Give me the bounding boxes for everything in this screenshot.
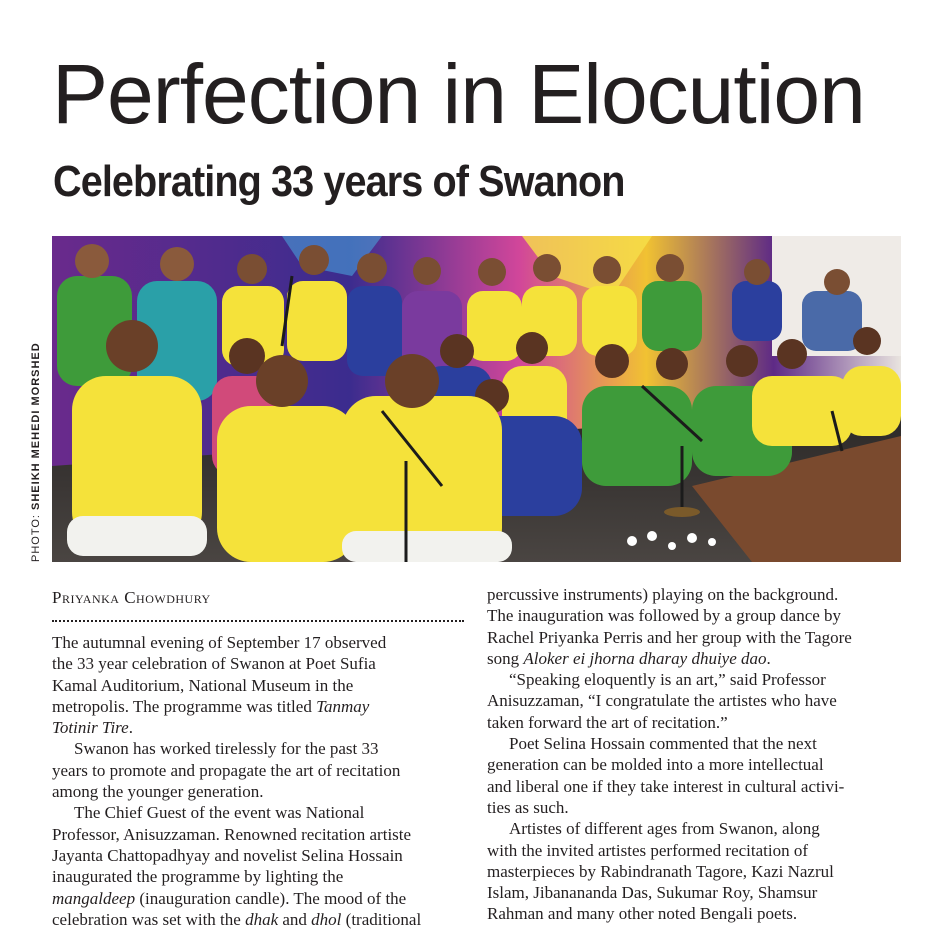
headline: Perfection in Elocution [52, 47, 865, 141]
paragraph-5: “Speaking eloquently is an art,” said Professor Anisuzzaman, “I congratulate the artistes who have taken forward the art of recitation.” [487, 670, 837, 732]
paragraph-7: Artistes of different ages from Swanon, along with the invited artistes performed recitation of masterpieces by Rabindranath Tagore, Kazi Nazrul Islam, Jibanananda Das, Sukumar Roy, Shamsur Rahman and many other noted Bengali poets. [487, 819, 834, 924]
event-photo [52, 236, 901, 562]
article-column-1 [52, 632, 466, 930]
photo-credit: PHOTO: SHEIKH MEHEDI MORSHED [30, 342, 42, 562]
dotted-divider [52, 620, 464, 622]
paragraph-1: The autumnal evening of September 17 observed the 33 year celebration of Swanon at Poet Sufia Kamal Auditorium, National Museum in the metropolis. The programme was titled Tanmay Totinir Tire. [52, 633, 387, 738]
paragraph-2: Swanon has worked tirelessly for the past 33 years to promote and propagate the art of recitation among the younger generation. [52, 739, 401, 802]
paragraph-3: The Chief Guest of the event was National Professor, Anisuzzaman. Renowned recitation artiste Jayanta Chattopadhyay and novelist Selina Hossain inaugurated the programme by lighting the mangaldeep (inauguration candle). The mood of the celebration was set with the dhak and dhol (traditional [52, 803, 422, 929]
paragraph-4: percussive instruments) playing on the background. The inauguration was followed by a group dance by Rachel Priyanka Perris and her group with the Tagore song Aloker ei jhorna dharay dhuiye dao. [487, 585, 852, 668]
subheadline: Celebrating 33 years of Swanon [53, 157, 625, 206]
paragraph-6: Poet Selina Hossain commented that the next generation can be molded into a more intellectual and liberal one if they take interest in cultural activi- ties as such. [487, 734, 845, 817]
article-column-2 [487, 584, 907, 925]
byline: Priyanka Chowdhury [52, 588, 211, 607]
